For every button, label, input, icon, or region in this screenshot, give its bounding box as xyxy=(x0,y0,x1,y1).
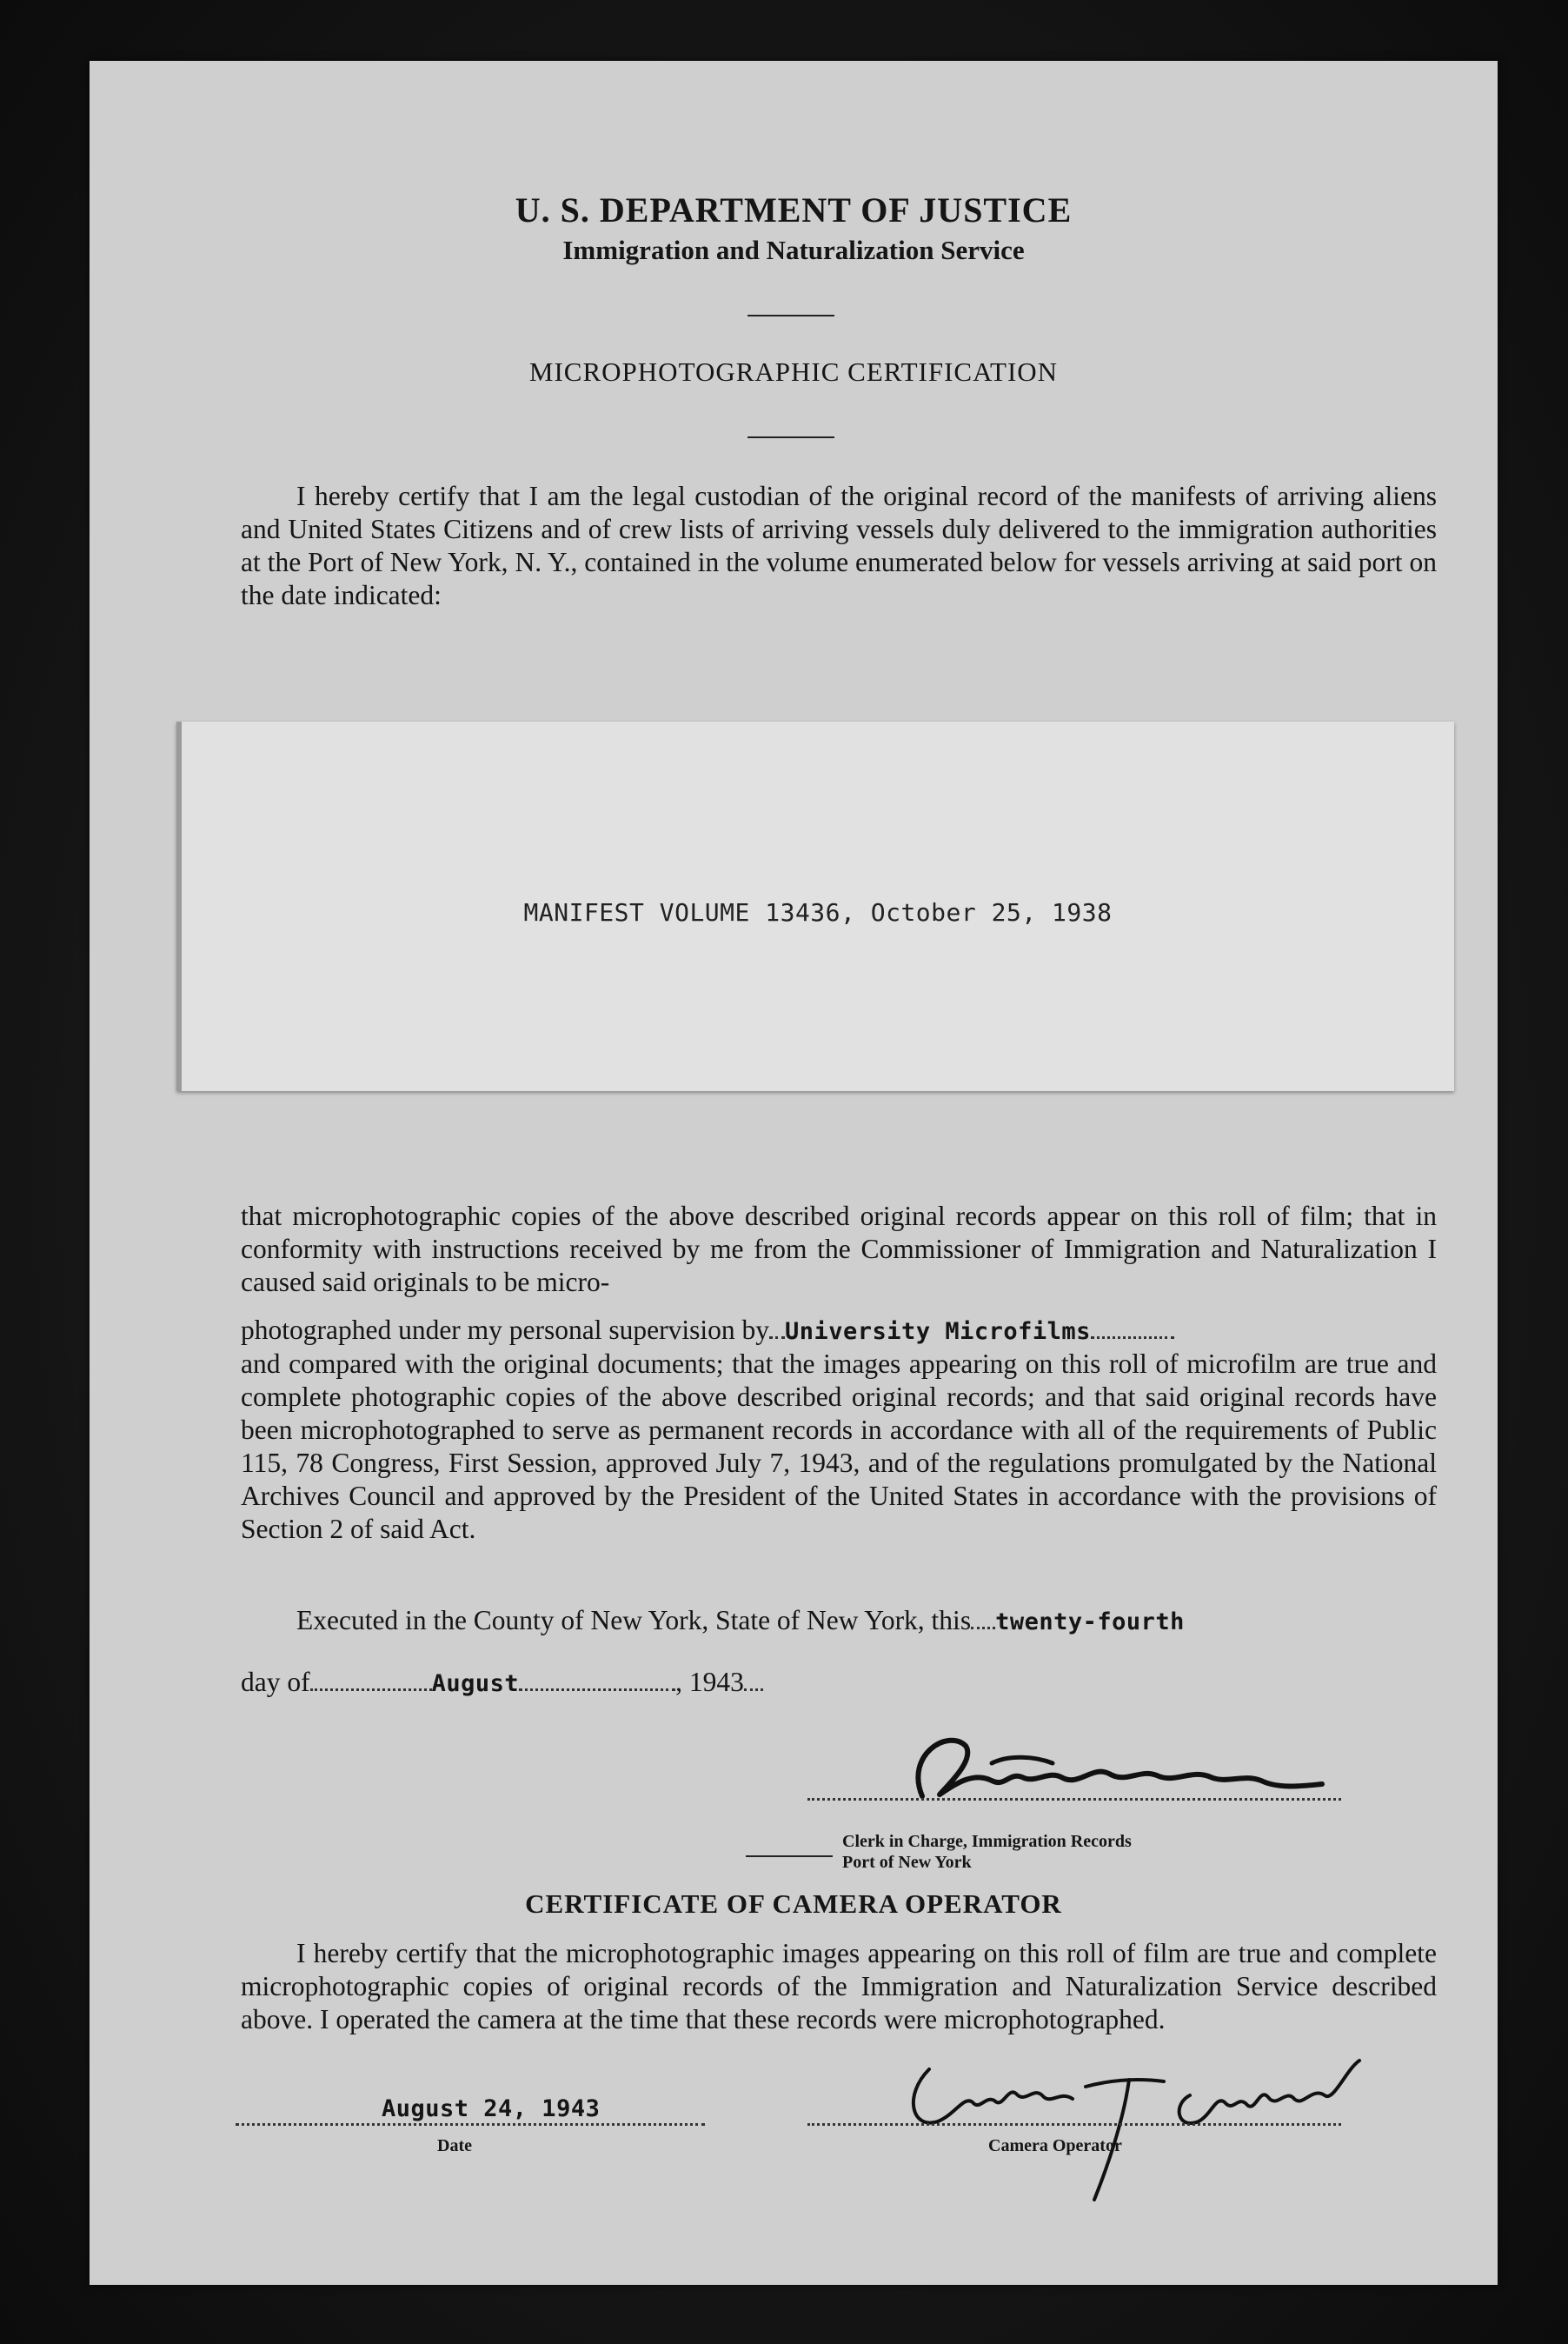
executed-year: 1943 xyxy=(688,1667,744,1697)
body-paragraph-part2 xyxy=(241,1348,1437,1546)
clerk-title-line1: Clerk in Charge, Immigration Records xyxy=(842,1832,1132,1851)
photographed-by-value: University Microfilms xyxy=(785,1318,1091,1345)
intro-text: I hereby certify that I am the legal custodian of the original record of the manifests of arriving aliens and United States Citizens and of crew lists of arriving vessels duly delivered to the immigration authorities at the Port of New York, N. Y., contained in the volume enumerated below for vessels arriving at said port on the date indicated: xyxy=(241,481,1437,610)
divider-rule xyxy=(747,315,834,316)
camera-date-line xyxy=(236,2123,705,2126)
day-of-line: day of August , 1943 xyxy=(241,1667,763,1698)
divider-rule xyxy=(746,1855,833,1857)
camera-operator-text: I hereby certify that the microphotographic images appearing on this roll of film are true and complete microphotographic copies of original records of the Immigration and Naturalization Service described above. I operated the camera at the time that these records were microphotographed. xyxy=(241,1938,1437,2034)
certificate-page xyxy=(90,61,1498,2285)
camera-operator-line xyxy=(807,2123,1341,2126)
clerk-title xyxy=(842,1831,1132,1873)
camera-operator-label: Camera Operator xyxy=(988,2136,1122,2155)
intro-paragraph xyxy=(241,480,1437,612)
day-of-label: day of xyxy=(241,1667,310,1697)
camera-date-value-wrap xyxy=(382,2092,600,2123)
body-text-part1: that microphotographic copies of the above described original records appear on this roll of film; that in conformity with instructions received by me from the Commissioner of Immigration and Naturalization I caused said originals to be micro- xyxy=(241,1201,1437,1297)
clerk-title-line2: Port of New York xyxy=(842,1853,972,1872)
divider-rule xyxy=(747,436,834,438)
clerk-signature-icon xyxy=(870,1720,1357,1815)
body-paragraph-part1 xyxy=(241,1200,1437,1299)
camera-operator-signature-icon xyxy=(877,2034,1364,2208)
camera-operator-title: CERTIFICATE OF CAMERA OPERATOR xyxy=(525,1888,1062,1919)
executed-day-value: twenty-fourth xyxy=(995,1608,1185,1635)
manifest-volume-card xyxy=(176,722,1454,1091)
photographed-by-prefix: photographed under my personal supervision by xyxy=(241,1315,770,1345)
camera-date-label: Date xyxy=(437,2136,472,2155)
body-text-part2: and compared with the original documents; that the images appearing on this roll of microfilm are true and complete photographic copies of the above described original records; and that said original records have been microphotographed to serve as permanent records in accordance with all of the requirements of Public 115, 78 Congress, First Session, approved July 7, 1943, and of the regulations promulgated by the National Archives Council and approved by the President of the United States in accordance with the provisions of Section 2 of said Act. xyxy=(241,1348,1437,1544)
photographed-by-line xyxy=(241,1315,1174,1346)
department-title: U. S. DEPARTMENT OF JUSTICE xyxy=(515,190,1073,230)
service-subtitle: Immigration and Naturalization Service xyxy=(562,235,1025,265)
camera-date-value: August 24, 1943 xyxy=(382,2095,601,2122)
clerk-signature-line xyxy=(807,1798,1341,1801)
certification-title: MICROPHOTOGRAPHIC CERTIFICATION xyxy=(528,356,1059,387)
executed-prefix: Executed in the County of New York, State of New York, this xyxy=(296,1605,972,1635)
executed-line xyxy=(296,1605,1185,1636)
executed-month-value: August xyxy=(431,1670,520,1697)
manifest-volume-text: MANIFEST VOLUME 13436, October 25, 1938 xyxy=(523,898,1113,927)
camera-operator-paragraph xyxy=(241,1937,1437,2036)
